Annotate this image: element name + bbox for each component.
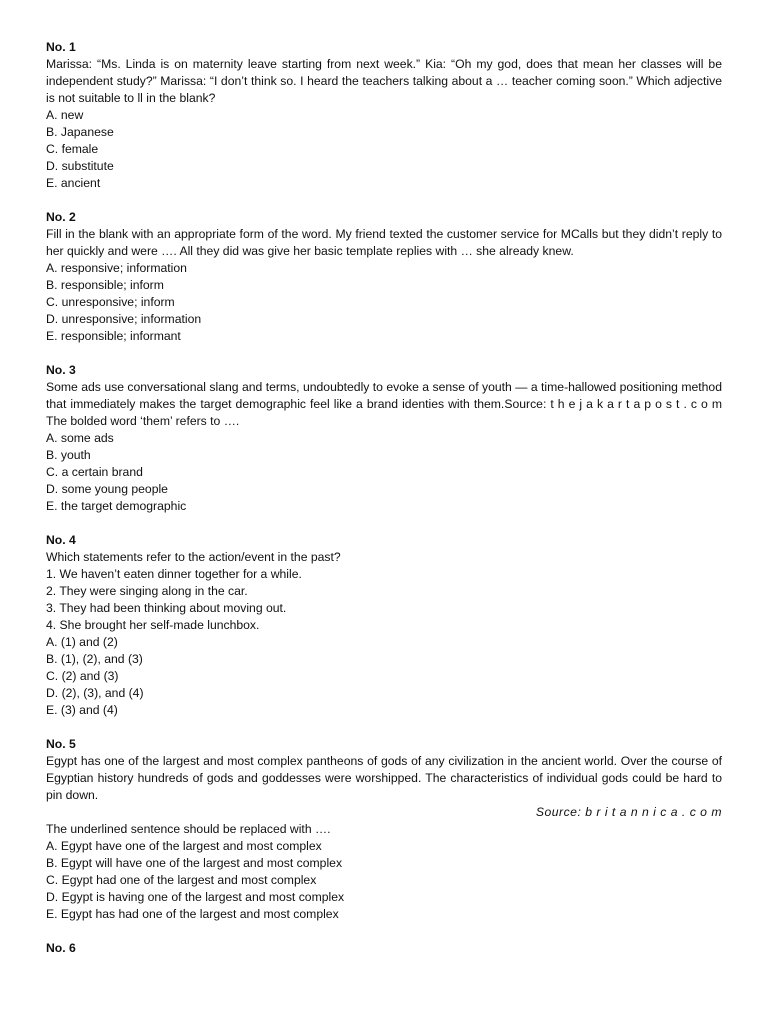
answer-option: E. responsible; informant — [46, 329, 181, 343]
question-stem: Fill in the blank with an appropriate form of the word. My friend texted the customer service for MCalls but they didn’t reply to her quickly and were …. All they did was give her basic template replies with … she already knew. — [46, 227, 722, 258]
answer-option: A. some ads — [46, 431, 114, 445]
answer-option: A. Egypt have one of the largest and most complex — [46, 839, 322, 853]
question-number: No. 5 — [46, 737, 76, 751]
question-stem: Egypt has one of the largest and most complex pantheons of gods of any civilization in the ancient world. Over the course of Egyptian history hundreds of gods and goddesses were worshipped. The characteristics of individual gods could be hard to pin down. — [46, 754, 722, 802]
question-number: No. 2 — [46, 210, 76, 224]
statement-item: 3. They had been thinking about moving out. — [46, 601, 287, 615]
question-1 — [46, 39, 722, 192]
question-stem: Which statements refer to the action/event in the past? — [46, 550, 341, 564]
answer-option: E. the target demographic — [46, 499, 187, 513]
answer-option: E. Egypt has had one of the largest and most complex — [46, 907, 339, 921]
source-citation: Source: b r i t a n n i c a . c o m — [535, 805, 722, 819]
answer-option: C. Egypt had one of the largest and most complex — [46, 873, 317, 887]
answer-option: E. (3) and (4) — [46, 703, 118, 717]
question-5 — [46, 736, 722, 923]
answer-option: A. (1) and (2) — [46, 635, 118, 649]
answer-option: B. (1), (2), and (3) — [46, 652, 143, 666]
statement-item: 4. She brought her self-made lunchbox. — [46, 618, 260, 632]
question-4 — [46, 532, 722, 719]
answer-option: D. (2), (3), and (4) — [46, 686, 144, 700]
question-prompt: The underlined sentence should be replaced with …. — [46, 822, 331, 836]
answer-option: B. Japanese — [46, 125, 114, 139]
statement-item: 1. We haven’t eaten dinner together for a while. — [46, 567, 302, 581]
statement-item: 2. They were singing along in the car. — [46, 584, 248, 598]
question-number: No. 6 — [46, 941, 76, 955]
question-number: No. 1 — [46, 40, 76, 54]
question-stem: Some ads use conversational slang and terms, undoubtedly to evoke a sense of youth — a time-hallowed positioning method that immediately makes the target demographic feel like a brand identies with them.Source: t h e j a k a r t a p o s t . c o m The bolded word ‘them’ refers to …. — [46, 380, 722, 428]
answer-option: D. unresponsive; information — [46, 312, 202, 326]
answer-option: A. responsive; information — [46, 261, 187, 275]
question-2 — [46, 209, 722, 345]
answer-option: C. female — [46, 142, 99, 156]
answer-option: C. a certain brand — [46, 465, 143, 479]
answer-option: D. substitute — [46, 159, 114, 173]
question-6 — [46, 940, 722, 957]
question-number: No. 3 — [46, 363, 76, 377]
question-number: No. 4 — [46, 533, 76, 547]
question-3 — [46, 362, 722, 515]
question-stem: Marissa: “Ms. Linda is on maternity leave starting from next week.” Kia: “Oh my god, does that mean her classes will be independent study?” Marissa: “I don’t think so. I heard the teachers talking about a … teacher coming soon.” Which adjective is not suitable to ll in the blank? — [46, 57, 722, 105]
answer-option: B. responsible; inform — [46, 278, 164, 292]
answer-option: E. ancient — [46, 176, 101, 190]
answer-option: B. youth — [46, 448, 91, 462]
answer-option: B. Egypt will have one of the largest and most complex — [46, 856, 343, 870]
answer-option: C. unresponsive; inform — [46, 295, 175, 309]
answer-option: A. new — [46, 108, 84, 122]
answer-option: D. Egypt is having one of the largest and most complex — [46, 890, 345, 904]
answer-option: D. some young people — [46, 482, 168, 496]
answer-option: C. (2) and (3) — [46, 669, 119, 683]
